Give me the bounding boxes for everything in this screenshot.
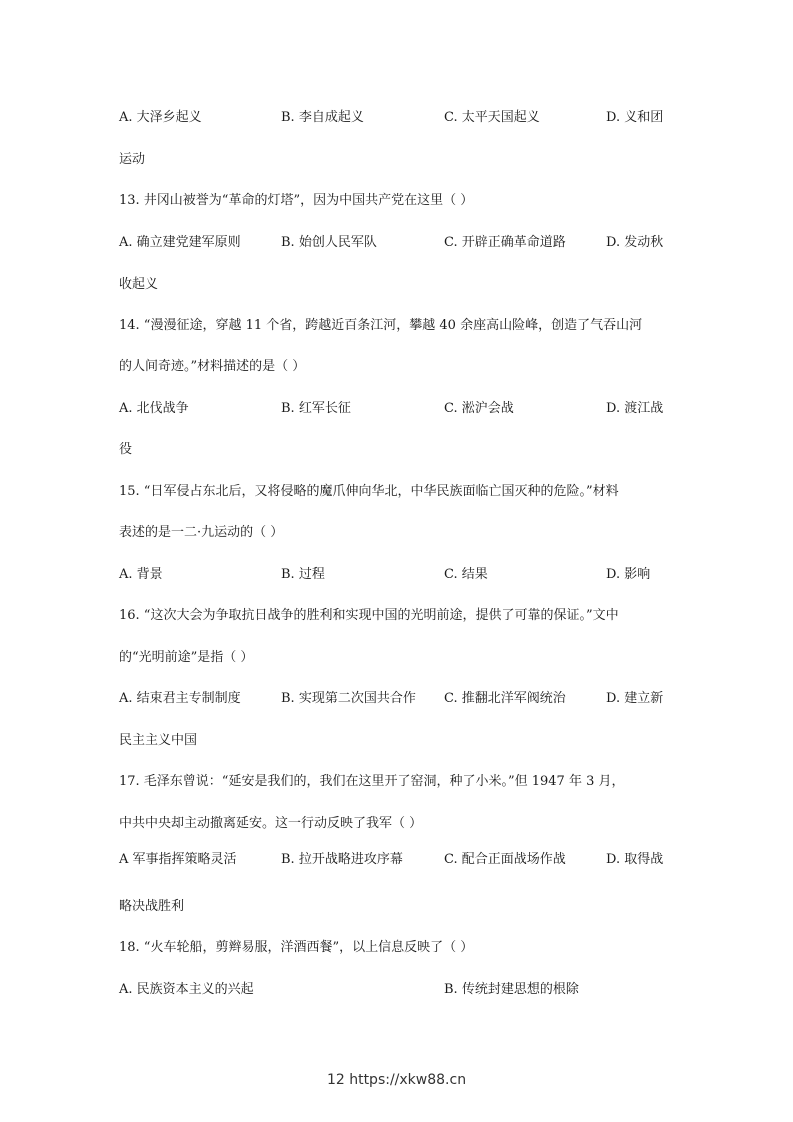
q14-option-wrap: 役 (119, 442, 133, 457)
q12-option-c: C. 太平天国起义 (444, 110, 540, 125)
q18-option-b: B. 传统封建思想的根除 (444, 982, 579, 997)
q16-option-d: D. 建立新 (606, 691, 664, 706)
q14-stem-line-1: 14. “漫漫征途，穿越 11 个省，跨越近百条江河，攀越 40 余座高山险峰，创造了气吞山河 (119, 318, 643, 333)
q18-stem: 18. “火车轮船，剪辫易服，洋酒西餐”，以上信息反映了（ ） (119, 940, 474, 955)
q13-option-d: D. 发动秋 (606, 235, 664, 250)
q13-option-a: A. 确立建党建军原则 (119, 235, 241, 250)
q17-stem-line-1: 17. 毛泽东曾说：“延安是我们的，我们在这里开了窑洞，种了小米。”但 1947 年 3 月， (119, 774, 625, 789)
q14-option-b: B. 红军长征 (281, 401, 351, 416)
q17-option-a: A 军事指挥策略灵活 (119, 852, 237, 867)
q17-option-b: B. 拉开战略进攻序幕 (281, 852, 403, 867)
q14-option-c: C. 淞沪会战 (444, 401, 514, 416)
q16-option-a: A. 结束君主专制制度 (119, 691, 241, 706)
q14-stem-line-2: 的人间奇迹。”材料描述的是（ ） (119, 359, 306, 374)
q17-option-wrap: 略决战胜利 (119, 899, 185, 914)
q15-stem-line-2: 表述的是一二·九运动的（ ） (119, 525, 284, 540)
page-footer: 12 https://xkw88.cn (326, 1072, 467, 1088)
q15-option-c: C. 结果 (444, 567, 488, 582)
q14-option-d: D. 渡江战 (606, 401, 664, 416)
q16-stem-line-1: 16. “这次大会为争取抗日战争的胜利和实现中国的光明前途，提供了可靠的保证。”文中 (119, 608, 619, 623)
q15-stem-line-1: 15. “日军侵占东北后，又将侵略的魔爪伸向华北，中华民族面临亡国灭种的危险。”材料 (119, 484, 619, 499)
q13-stem: 13. 井冈山被誉为“革命的灯塔”，因为中国共产党在这里（ ） (119, 193, 474, 208)
q12-option-d: D. 义和团 (606, 110, 664, 125)
q15-option-d: D. 影响 (606, 567, 651, 582)
q15-option-a: A. 背景 (119, 567, 163, 582)
q12-option-a: A. 大泽乡起义 (119, 110, 202, 125)
q16-option-b: B. 实现第二次国共合作 (281, 691, 416, 706)
q15-option-b: B. 过程 (281, 567, 325, 582)
q18-option-a: A. 民族资本主义的兴起 (119, 982, 254, 997)
q17-option-d: D. 取得战 (606, 852, 664, 867)
q16-option-c: C. 推翻北洋军阀统治 (444, 691, 566, 706)
q16-option-wrap: 民主主义中国 (119, 733, 198, 748)
q16-stem-line-2: 的“光明前途”是指（ ） (119, 650, 254, 665)
q17-option-c: C. 配合正面战场作战 (444, 852, 566, 867)
q14-option-a: A. 北伐战争 (119, 401, 189, 416)
q13-option-wrap: 收起义 (119, 277, 159, 292)
q13-option-c: C. 开辟正确革命道路 (444, 235, 566, 250)
q12-option-b: B. 李自成起义 (281, 110, 364, 125)
q13-option-b: B. 始创人民军队 (281, 235, 377, 250)
q17-stem-line-2: 中共中央却主动撤离延安。这一行动反映了我军（ ） (119, 816, 423, 831)
q12-option-wrap: 运动 (119, 152, 146, 167)
